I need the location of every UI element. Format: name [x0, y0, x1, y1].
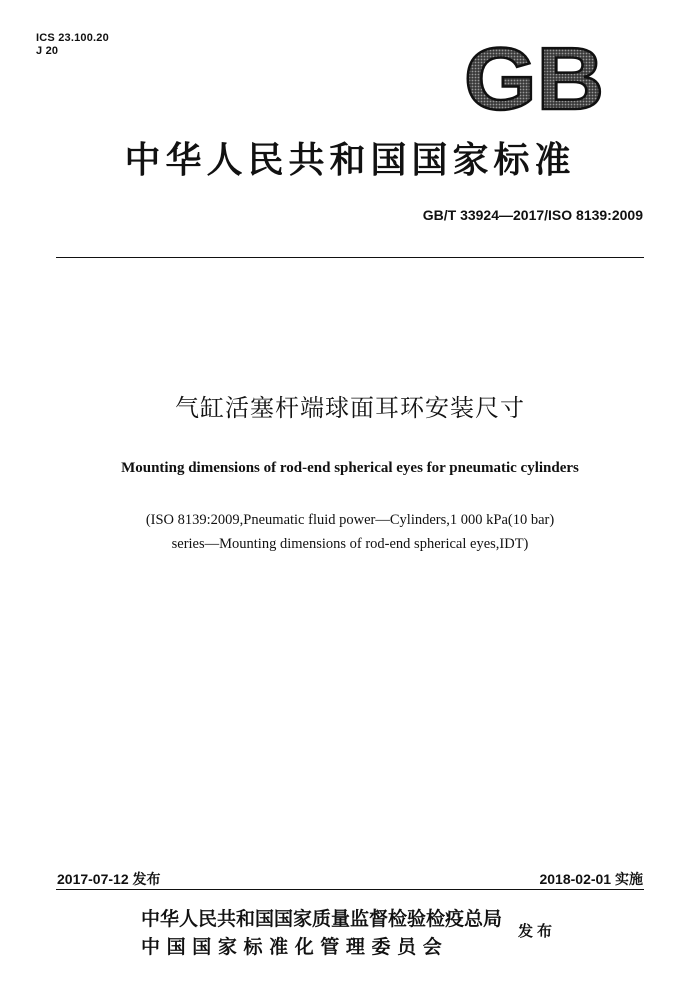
- implementation-date: 2018-02-01 实施: [539, 871, 643, 887]
- source-line-1: (ISO 8139:2009,Pneumatic fluid power—Cylinders,1 000 kPa(10 bar): [145, 512, 555, 528]
- issuer-sac: 中 国 国 家 标 准 化 管 理 委 员 会: [141, 936, 442, 958]
- issuer-aqsiq: 中华人民共和国国家质量监督检验检疫总局: [141, 908, 503, 930]
- footer-divider: [56, 889, 644, 890]
- issue-date: 2017-07-12 发布: [57, 871, 161, 887]
- title-english: Mounting dimensions of rod-end spherical eyes for pneumatic cylinders: [121, 460, 579, 476]
- gb-logo: [462, 43, 606, 115]
- ics-code: ICS 23.100.20: [36, 32, 109, 44]
- title-chinese: 气缸活塞杆端球面耳环安装尺寸: [175, 394, 525, 422]
- organization-title: 中华人民共和国国家标准: [124, 139, 576, 181]
- source-line-2: series—Mounting dimensions of rod-end spherical eyes,IDT): [171, 536, 529, 552]
- gb-logo-text: GB: [464, 43, 604, 115]
- issue-label: 发布: [518, 922, 557, 940]
- standard-number: GB/T 33924—2017/ISO 8139:2009: [422, 207, 643, 223]
- ccs-code: J 20: [36, 45, 59, 57]
- header-divider: [56, 257, 644, 258]
